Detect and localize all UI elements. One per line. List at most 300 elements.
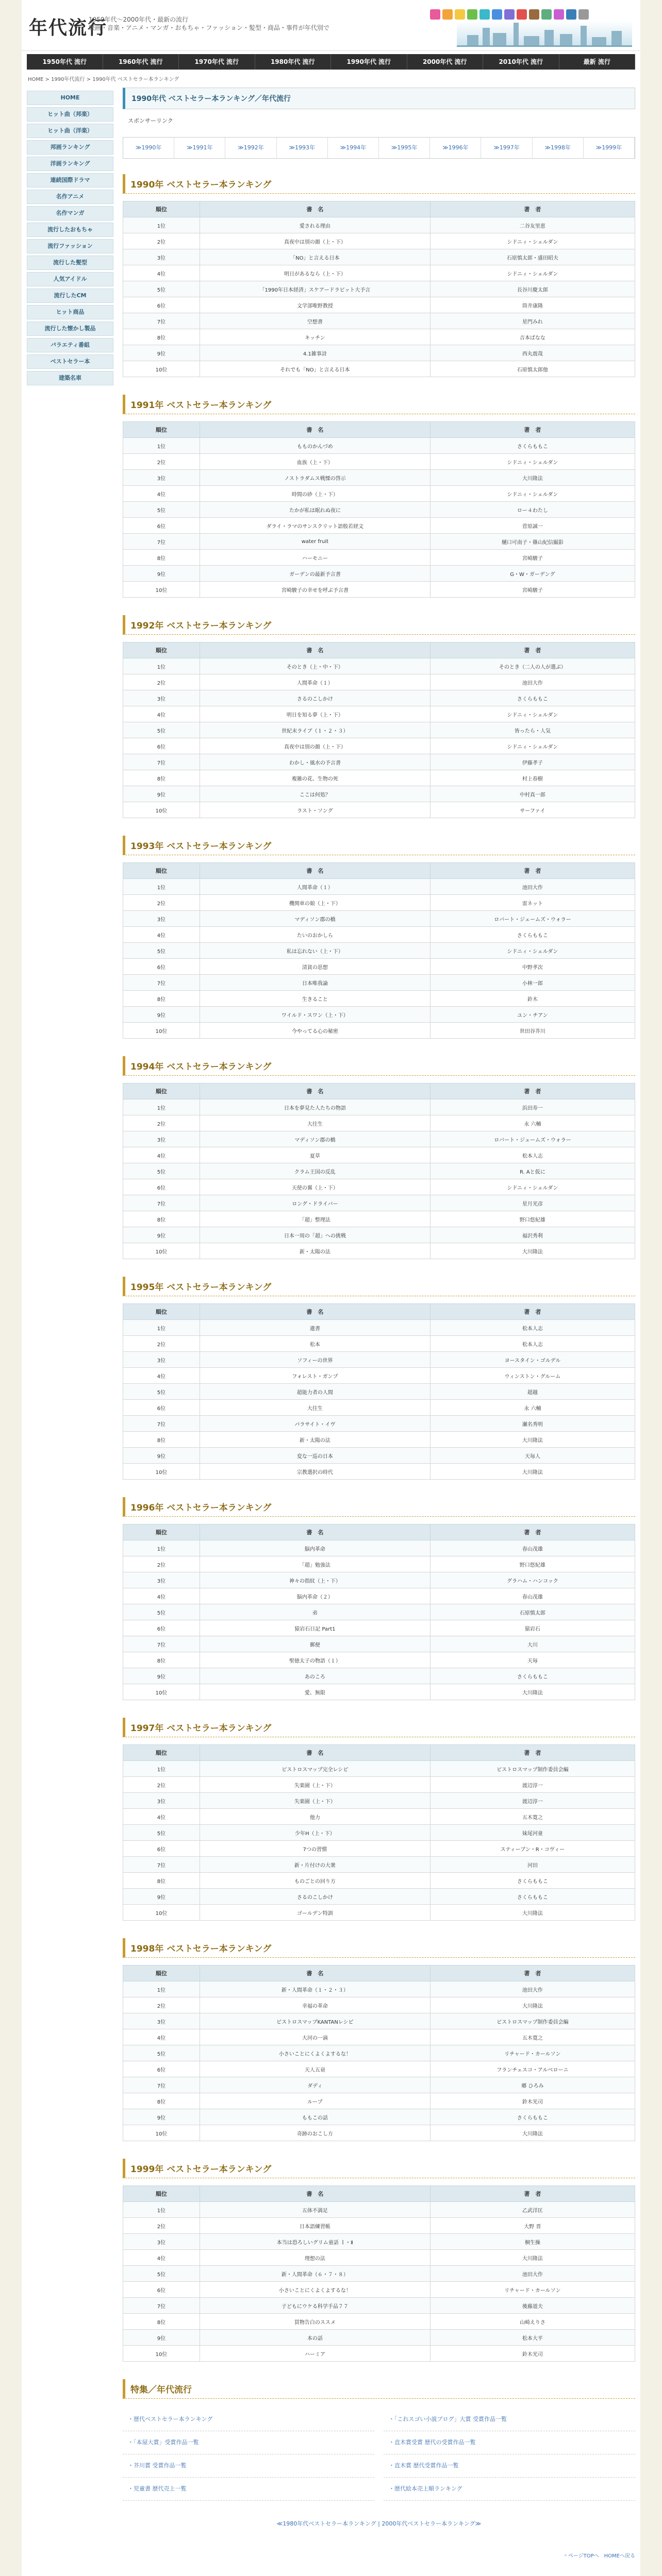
feature-link[interactable]: ・直木賞 歴代受賞作品一覧 [384, 2454, 635, 2478]
book-title-cell: 大河の一滴 [200, 2029, 430, 2045]
author-cell: 後藤道夫 [430, 2298, 635, 2314]
table-header-cell: 順位 [123, 1745, 200, 1761]
sidebar-item[interactable]: バラエティ番組 [27, 338, 113, 352]
rank-cell: 3位 [123, 690, 200, 706]
table-row [123, 1432, 635, 1448]
rank-cell: 4位 [123, 486, 200, 502]
category-icon[interactable] [566, 9, 576, 20]
sidebar-item[interactable]: 流行した懐かし製品 [27, 321, 113, 336]
book-title-cell: 明日を知る夢（上・下） [200, 706, 430, 722]
table-row [123, 2266, 635, 2282]
table-row [123, 1873, 635, 1889]
author-cell: 桐生操 [430, 2234, 635, 2250]
author-cell: 浜田寿一 [430, 1099, 635, 1115]
book-title-cell: ビストロスマップ完全レシピ [200, 1761, 430, 1777]
rank-cell: 9位 [123, 1007, 200, 1023]
book-title-cell: 神々の指紋（上・下） [200, 1572, 430, 1588]
book-title-cell: 真夜中は別の顔（上・下） [200, 738, 430, 754]
year-heading: 1996年 ベストセラー本ランキング [123, 1497, 635, 1517]
sidebar-item[interactable]: 流行したCM [27, 289, 113, 303]
gnav-link[interactable]: 最新 流行 [559, 54, 636, 70]
table-header-cell: 書 名 [200, 642, 430, 658]
gnav-link[interactable]: 1990年代 流行 [331, 54, 407, 70]
table-row [123, 1007, 635, 1023]
sidebar-nav [27, 91, 113, 387]
table-row [123, 738, 635, 754]
sidebar-item[interactable]: 名作マンガ [27, 206, 113, 221]
book-title-cell: 失楽園（上・下） [200, 1777, 430, 1793]
table-row [123, 217, 635, 233]
ranking-table [123, 421, 635, 598]
table-row [123, 2298, 635, 2314]
book-title-cell: 本の話 [200, 2330, 430, 2346]
author-cell: ユン・チアン [430, 1007, 635, 1023]
author-cell: 筒井康隆 [430, 297, 635, 313]
year-jump-link[interactable]: ≫1997年 [481, 138, 532, 158]
sidebar-item[interactable]: 名作アニメ [27, 190, 113, 204]
author-cell: さくらももこ [430, 927, 635, 943]
author-cell: 妹尾河童 [430, 1825, 635, 1841]
rank-cell: 6位 [123, 1400, 200, 1416]
rank-cell: 1位 [123, 658, 200, 674]
book-title-cell: 天人五衰 [200, 2061, 430, 2077]
author-cell: シドニィ・シェルダン [430, 738, 635, 754]
author-cell: 永 六輔 [430, 1400, 635, 1416]
author-cell: そのとき（二人の人が選ぶ） [430, 658, 635, 674]
year-heading: 1999年 ベストセラー本ランキング [123, 2159, 635, 2178]
author-cell: R. Aと仮に [430, 1163, 635, 1179]
sidebar-item[interactable]: ヒット曲（洋楽） [27, 124, 113, 138]
author-cell: 石原慎太郎他 [430, 361, 635, 377]
rank-cell: 8位 [123, 2093, 200, 2109]
table-header-row [123, 2186, 635, 2202]
author-cell: さくらももこ [430, 1873, 635, 1889]
rank-cell: 6位 [123, 518, 200, 534]
table-header-cell: 書 名 [200, 1304, 430, 1320]
prev-next-nav[interactable]: ≪1980年代ベストセラー本ランキング | 2000年代ベストセラー本ランキング≫ [276, 2520, 482, 2527]
year-jump-link[interactable]: ≫1991年 [174, 138, 225, 158]
book-title-cell: もものかんづめ [200, 438, 430, 454]
table-row [123, 2013, 635, 2029]
table-row [123, 1905, 635, 1921]
rank-cell: 4位 [123, 706, 200, 722]
feature-link[interactable]: ・児童書 歴代売上一覧 [123, 2478, 374, 2501]
table-row [123, 486, 635, 502]
page-top-link[interactable]: ＾ページTOPへ HOMEへ戻る [562, 2553, 635, 2559]
book-title-cell: 脳内革命（２） [200, 1588, 430, 1604]
book-title-cell: 小さいことにくよくよするな！ [200, 2282, 430, 2298]
rank-cell: 2位 [123, 895, 200, 911]
rank-cell: 1位 [123, 1981, 200, 1997]
table-row [123, 1841, 635, 1857]
table-row [123, 361, 635, 377]
sidebar-item[interactable]: ヒット曲（邦楽） [27, 107, 113, 122]
author-cell: 大川隆法 [430, 2125, 635, 2141]
table-header-cell: 著 者 [430, 1524, 635, 1540]
table-row [123, 1416, 635, 1432]
book-title-cell: フォレスト・ガンプ [200, 1368, 430, 1384]
book-title-cell: 幸福の革命 [200, 1997, 430, 2013]
sidebar-item[interactable]: ヒット商品 [27, 305, 113, 319]
author-cell: 五木寛之 [430, 1809, 635, 1825]
table-header-cell: 著 者 [430, 2186, 635, 2202]
book-title-cell: 明日があるなら（上・下） [200, 265, 430, 281]
ranking-table [123, 201, 635, 377]
category-icon[interactable] [578, 9, 589, 20]
ranking-table [123, 1524, 635, 1700]
book-title-cell: 猿岩石日記 Part1 [200, 1620, 430, 1636]
book-title-cell: 変な一巡の日本 [200, 1448, 430, 1464]
table-header-cell: 著 者 [430, 1745, 635, 1761]
gnav-link[interactable]: 1960年代 流行 [103, 54, 179, 70]
table-row [123, 1195, 635, 1211]
author-cell: 野口悠紀雄 [430, 1556, 635, 1572]
table-row [123, 2093, 635, 2109]
rank-cell: 8位 [123, 1873, 200, 1889]
table-header-cell: 著 者 [430, 201, 635, 217]
author-cell: ビストロスマップ制作委員会編 [430, 2013, 635, 2029]
ranking-table [123, 1303, 635, 1480]
table-row [123, 895, 635, 911]
year-section [123, 174, 635, 377]
feature-link[interactable]: ・直木賞受賞 歴代の受賞作品一覧 [384, 2431, 635, 2454]
rank-cell: 4位 [123, 2250, 200, 2266]
table-row [123, 959, 635, 975]
author-cell: 山崎えりさ [430, 2314, 635, 2330]
table-row [123, 233, 635, 249]
year-jump-link[interactable]: ≫1993年 [277, 138, 328, 158]
book-title-cell: 新・片付けの大衆 [200, 1857, 430, 1873]
page-title: 1990年代 ベストセラー本ランキング／年代流行 [123, 88, 635, 109]
category-icon[interactable] [529, 9, 539, 20]
year-jump-link[interactable]: ≫1990年 [123, 138, 174, 158]
book-title-cell: 血族（上・下） [200, 454, 430, 470]
author-cell: 伊藤孝子 [430, 754, 635, 770]
rank-cell: 2位 [123, 233, 200, 249]
book-title-cell: あのころ [200, 1668, 430, 1684]
gnav-link[interactable]: 2000年代 流行 [407, 54, 484, 70]
book-title-cell: さるのこしかけ [200, 1889, 430, 1905]
year-heading: 1997年 ベストセラー本ランキング [123, 1718, 635, 1737]
book-title-cell: パラサイト・イヴ [200, 1416, 430, 1432]
rank-cell: 6位 [123, 1620, 200, 1636]
rank-cell: 2位 [123, 1115, 200, 1131]
author-cell: 池田大作 [430, 2266, 635, 2282]
author-cell: 池田大作 [430, 879, 635, 895]
table-row [123, 1981, 635, 1997]
table-header-row [123, 422, 635, 438]
rank-cell: 8位 [123, 1432, 200, 1448]
book-title-cell: 聖徳太子の物語（１） [200, 1652, 430, 1668]
author-cell: シドニィ・シェルダン [430, 265, 635, 281]
table-row [123, 943, 635, 959]
rank-cell: 7位 [123, 1636, 200, 1652]
table-row [123, 1115, 635, 1131]
table-row [123, 2330, 635, 2346]
main-content [123, 88, 635, 2559]
rank-cell: 9位 [123, 786, 200, 802]
table-row [123, 1556, 635, 1572]
table-row [123, 1320, 635, 1336]
gnav-link[interactable]: 1950年代 流行 [27, 54, 103, 70]
year-heading: 1990年 ベストセラー本ランキング [123, 174, 635, 194]
rank-cell: 10位 [123, 361, 200, 377]
author-cell: さくらももこ [430, 1668, 635, 1684]
category-icon[interactable] [541, 9, 552, 20]
author-cell: リチャード・カールソン [430, 2045, 635, 2061]
feature-link[interactable]: ・歴代絵本売上順ランキング [384, 2478, 635, 2501]
book-title-cell: 日本を夢見た人たちの物語 [200, 1099, 430, 1115]
table-header-cell: 書 名 [200, 1083, 430, 1099]
sidebar-item[interactable]: HOME [27, 91, 113, 105]
rank-cell: 1位 [123, 879, 200, 895]
table-row [123, 1400, 635, 1416]
author-cell: 菅原誠一 [430, 518, 635, 534]
author-cell: 大川隆法 [430, 1905, 635, 1921]
tagline-line-2: 映画・音楽・アニメ・マンガ・おもちゃ・ファッション・髪型・商品・事件が年代別で [89, 24, 329, 31]
table-row [123, 2314, 635, 2330]
sidebar-item[interactable]: 流行した髪型 [27, 256, 113, 270]
book-title-cell: そのとき（上・中・下） [200, 658, 430, 674]
rank-cell: 5位 [123, 722, 200, 738]
book-title-cell: 脳内革命 [200, 1540, 430, 1556]
sidebar-item[interactable]: ベストセラー本 [27, 354, 113, 369]
table-header-cell: 順位 [123, 863, 200, 879]
ranking-table [123, 642, 635, 818]
book-title-cell: 時間の砂（上・下） [200, 486, 430, 502]
author-cell: 村上春樹 [430, 770, 635, 786]
book-title-cell: 清貧の思想 [200, 959, 430, 975]
sidebar-item[interactable]: 建築名車 [27, 371, 113, 385]
rank-cell: 8位 [123, 2314, 200, 2330]
rank-cell: 5位 [123, 2045, 200, 2061]
book-title-cell: 日本一周の「超」への挑戦 [200, 1227, 430, 1243]
gnav-link[interactable]: 2010年代 流行 [483, 54, 559, 70]
feature-title: 特集／年代流行 [123, 2379, 635, 2399]
author-cell: 大川隆法 [430, 470, 635, 486]
table-header-cell: 著 者 [430, 642, 635, 658]
table-row [123, 2077, 635, 2093]
table-row [123, 1211, 635, 1227]
sidebar-item[interactable]: 洋画ランキング [27, 157, 113, 171]
rank-cell: 10位 [123, 1243, 200, 1259]
feature-link[interactable]: ・歴代ベストセラー本ランキング [123, 2408, 374, 2431]
gnav-link[interactable]: 1980年代 流行 [255, 54, 332, 70]
author-cell: 天毎 [430, 1652, 635, 1668]
author-cell: 大川 [430, 1636, 635, 1652]
global-nav [27, 54, 635, 70]
ranking-table [123, 1744, 635, 1921]
sidebar-item[interactable]: 連続国際ドラマ [27, 173, 113, 188]
book-title-cell: 五体不満足 [200, 2202, 430, 2218]
table-header-cell: 順位 [123, 1304, 200, 1320]
author-cell: サーファイ [430, 802, 635, 818]
feature-link[interactable]: ・「これスゴい小説ブログ」大賞 受賞作品一覧 [384, 2408, 635, 2431]
table-row [123, 2125, 635, 2141]
year-jump-link[interactable]: ≫1996年 [430, 138, 481, 158]
book-title-cell: 理想の法 [200, 2250, 430, 2266]
rank-cell: 5位 [123, 1163, 200, 1179]
rank-cell: 6位 [123, 1841, 200, 1857]
table-row [123, 1368, 635, 1384]
sidebar-item[interactable]: 流行したおもちゃ [27, 223, 113, 237]
category-icon[interactable] [479, 9, 490, 20]
table-row [123, 502, 635, 518]
year-jump-link[interactable]: ≫1994年 [328, 138, 379, 158]
book-title-cell: 4.1雑事詩 [200, 345, 430, 361]
book-title-cell: 今やってる心の秘密 [200, 1023, 430, 1039]
author-cell: 大川隆法 [430, 1243, 635, 1259]
book-title-cell: 宗教選択の時代 [200, 1464, 430, 1480]
rank-cell: 7位 [123, 313, 200, 329]
table-row [123, 1572, 635, 1588]
ranking-table [123, 2185, 635, 2362]
rank-cell: 2位 [123, 1336, 200, 1352]
book-title-cell: マディソン郡の橋 [200, 911, 430, 927]
table-row [123, 265, 635, 281]
category-icon[interactable] [430, 9, 440, 20]
tagline-line-1: 1950年代〜2000年代・最新の流行 [89, 16, 189, 23]
rank-cell: 6位 [123, 738, 200, 754]
year-section [123, 836, 635, 1039]
rank-cell: 1位 [123, 1320, 200, 1336]
category-icon[interactable] [492, 9, 502, 20]
rank-cell: 6位 [123, 2061, 200, 2077]
rank-cell: 1位 [123, 1540, 200, 1556]
year-jump-link[interactable]: ≫1999年 [584, 138, 635, 158]
book-title-cell: 機関車の娘（上・下） [200, 895, 430, 911]
book-title-cell: ここは何処？ [200, 786, 430, 802]
author-cell: 松本人志 [430, 1147, 635, 1163]
rank-cell: 8位 [123, 770, 200, 786]
table-header-cell: 順位 [123, 1965, 200, 1981]
year-section [123, 1277, 635, 1480]
category-icon[interactable] [554, 9, 564, 20]
feature-link[interactable]: ・「本屋大賞」受賞作品一覧 [123, 2431, 374, 2454]
table-row [123, 1997, 635, 2013]
book-title-cell: ダライ・ラマのサンスクリット語般若経文 [200, 518, 430, 534]
author-cell: 石原慎太郎・盛田昭夫 [430, 249, 635, 265]
category-icon[interactable] [455, 9, 465, 20]
table-row [123, 674, 635, 690]
author-cell: 大川隆法 [430, 1464, 635, 1480]
sidebar-item[interactable]: 人気アイドル [27, 272, 113, 286]
author-cell: ロバート・ジェームズ・ウォラー [430, 1131, 635, 1147]
table-row [123, 786, 635, 802]
author-cell: 河田 [430, 1857, 635, 1873]
rank-cell: 10位 [123, 2346, 200, 2362]
feature-link[interactable]: ・芥川賞 受賞作品一覧 [123, 2454, 374, 2478]
author-cell: 宮崎駿子 [430, 582, 635, 598]
rank-cell: 5位 [123, 2266, 200, 2282]
table-row [123, 1777, 635, 1793]
site-logo[interactable]: 年代流行 [29, 17, 108, 39]
table-row [123, 658, 635, 674]
category-icon[interactable] [517, 9, 527, 20]
book-title-cell: 空想書 [200, 313, 430, 329]
author-cell: 小林一郎 [430, 975, 635, 991]
rank-cell: 2位 [123, 454, 200, 470]
page [22, 0, 640, 2576]
rank-cell: 10位 [123, 802, 200, 818]
table-header-cell: 著 者 [430, 1965, 635, 1981]
year-section [123, 1056, 635, 1259]
book-title-cell: ダディ [200, 2077, 430, 2093]
book-title-cell: それでも「NO」と言える日本 [200, 361, 430, 377]
rank-cell: 8位 [123, 1652, 200, 1668]
rank-cell: 7位 [123, 1195, 200, 1211]
book-title-cell: 新・人間革命（１・２・３） [200, 1981, 430, 1997]
year-jump-link[interactable]: ≫1998年 [533, 138, 584, 158]
book-title-cell: ハーミア [200, 2346, 430, 2362]
author-cell: さくらももこ [430, 1889, 635, 1905]
table-row [123, 1131, 635, 1147]
book-title-cell: ループ [200, 2093, 430, 2109]
table-row [123, 1652, 635, 1668]
rank-cell: 9位 [123, 345, 200, 361]
rank-cell: 3位 [123, 2234, 200, 2250]
gnav-link[interactable]: 1970年代 流行 [179, 54, 255, 70]
rank-cell: 4位 [123, 1809, 200, 1825]
book-title-cell: ゴールデン特訓 [200, 1905, 430, 1921]
table-row [123, 2234, 635, 2250]
author-cell: シドニィ・シェルダン [430, 943, 635, 959]
category-icon[interactable] [504, 9, 515, 20]
table-row [123, 927, 635, 943]
sidebar-item[interactable]: 邦画ランキング [27, 140, 113, 155]
table-header-cell: 順位 [123, 1524, 200, 1540]
rank-cell: 6位 [123, 959, 200, 975]
year-heading: 1993年 ベストセラー本ランキング [123, 836, 635, 855]
rank-cell: 1位 [123, 2202, 200, 2218]
book-title-cell: ロング・ドライバー [200, 1195, 430, 1211]
rank-cell: 2位 [123, 1997, 200, 2013]
rank-cell: 10位 [123, 1684, 200, 1700]
rank-cell: 5位 [123, 281, 200, 297]
year-jump-link[interactable]: ≫1995年 [379, 138, 430, 158]
table-header-cell: 書 名 [200, 422, 430, 438]
table-header-cell: 著 者 [430, 1083, 635, 1099]
book-title-cell: ビストロスマップKANTANレシピ [200, 2013, 430, 2029]
author-cell: 星月光彦 [430, 1195, 635, 1211]
table-row [123, 1588, 635, 1604]
table-row [123, 911, 635, 927]
table-row [123, 991, 635, 1007]
rank-cell: 5位 [123, 1825, 200, 1841]
book-title-cell: 夏草 [200, 1147, 430, 1163]
rank-cell: 2位 [123, 1556, 200, 1572]
rank-cell: 7位 [123, 2298, 200, 2314]
rank-cell: 2位 [123, 674, 200, 690]
book-title-cell: 人間革命（１） [200, 879, 430, 895]
author-cell: フランチェスコ・アルベローニ [430, 2061, 635, 2077]
category-icon[interactable] [442, 9, 453, 20]
author-cell: ロー４わたし [430, 502, 635, 518]
category-icon[interactable] [467, 9, 477, 20]
sponsor-link-label: スポンサーリンク [128, 117, 173, 124]
author-cell: ヨースタイン・ゴルデル [430, 1352, 635, 1368]
year-jump-link[interactable]: ≫1992年 [225, 138, 276, 158]
sidebar-item[interactable]: 流行ファッション [27, 239, 113, 253]
rank-cell: 1位 [123, 1761, 200, 1777]
book-title-cell: 超能力者の人間 [200, 1384, 430, 1400]
book-title-cell: 「1990年日本経済」スケアードラビット大予言 [200, 281, 430, 297]
rank-cell: 9位 [123, 1889, 200, 1905]
author-cell: 大川隆法 [430, 1997, 635, 2013]
author-cell: 松本大平 [430, 2330, 635, 2346]
author-cell: ウィンストン・グルーム [430, 1368, 635, 1384]
table-row [123, 313, 635, 329]
